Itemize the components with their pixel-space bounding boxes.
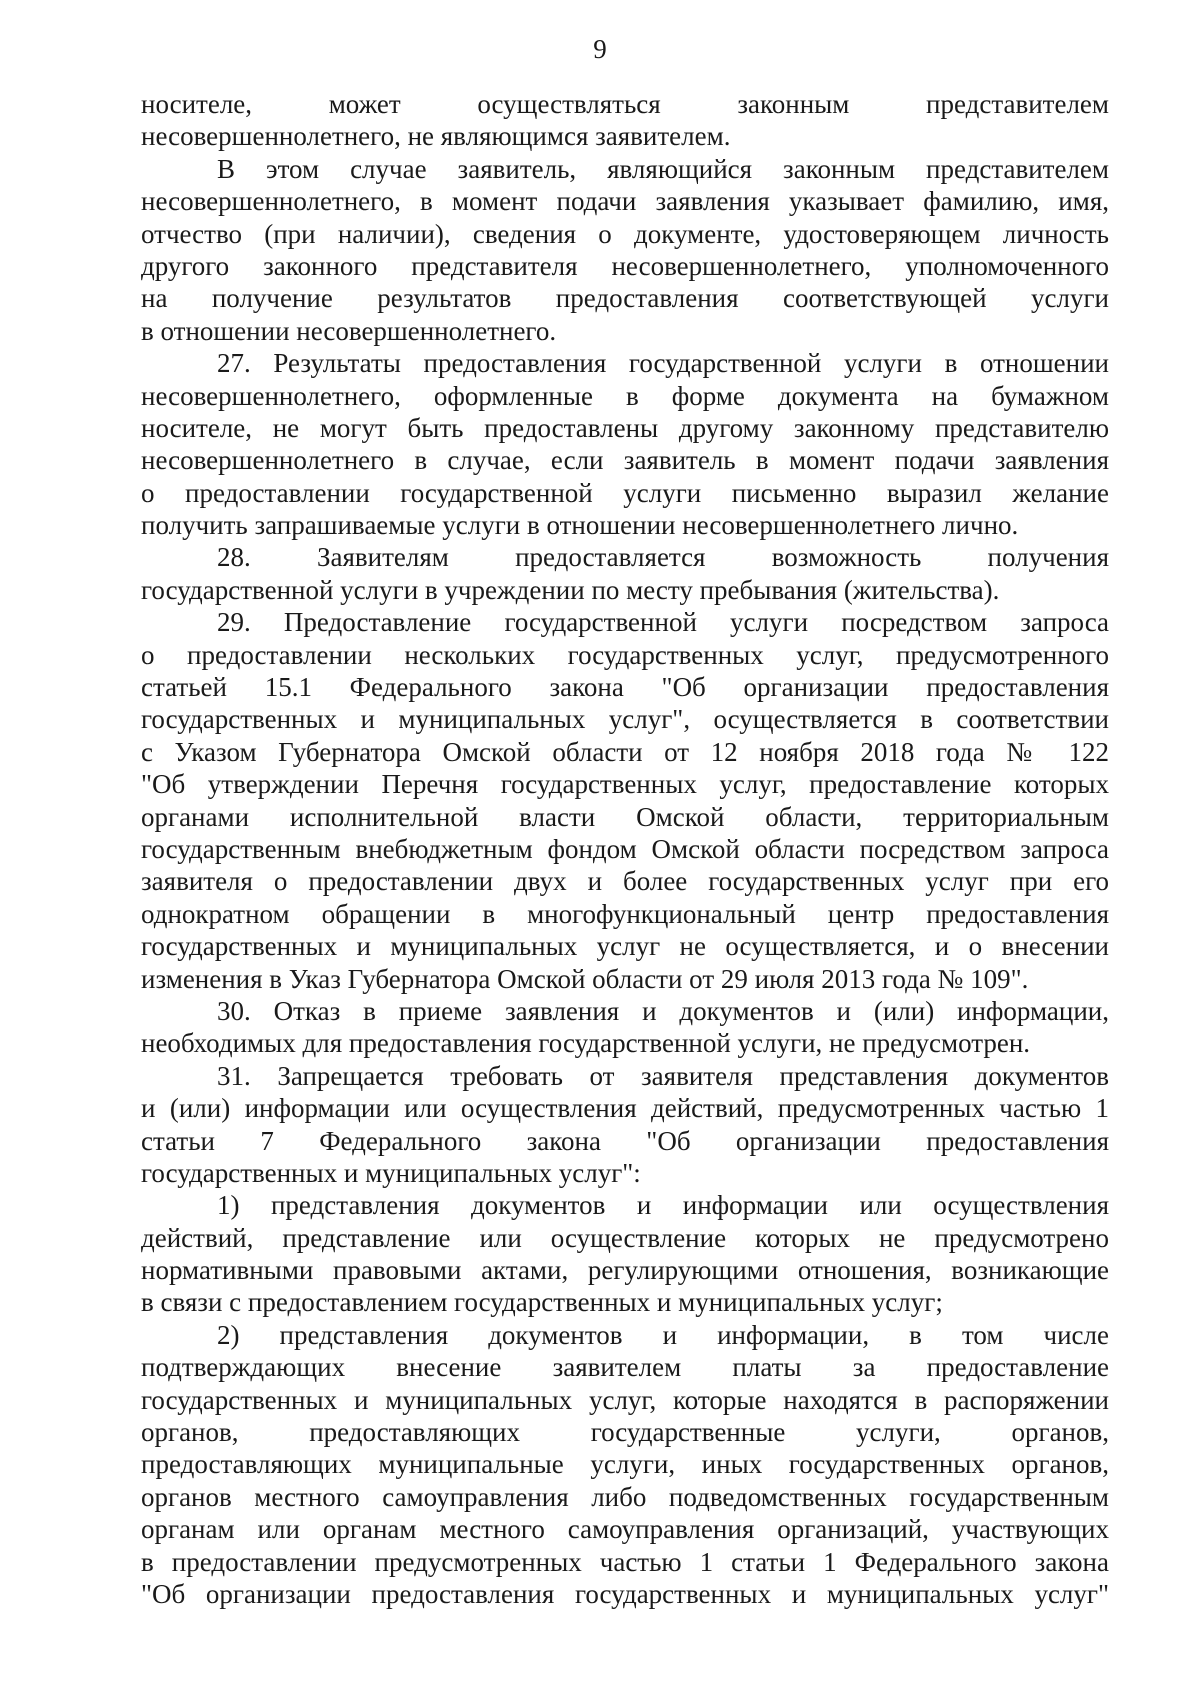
text-line: органов, предоставляющих государственные услуги, органов, <box>141 1417 1109 1448</box>
text-line: государственных и муниципальных услуг не осуществляется, и о внесении <box>141 931 1109 962</box>
text-line: государственных и муниципальных услуг": <box>141 1157 641 1188</box>
paragraph-start-line: 27. Результаты предоставления государственной услуги в отношении <box>217 348 1109 379</box>
text-line: статьи 7 Федерального закона "Об организации предоставления <box>141 1125 1109 1156</box>
text-line: в связи с предоставлением государственных и муниципальных услуг; <box>141 1287 943 1318</box>
text-line: нормативными правовыми актами, регулирующими отношения, возникающие <box>141 1255 1109 1286</box>
text-line: отчество (при наличии), сведения о документе, удостоверяющем личность <box>141 218 1109 249</box>
text-line: в предоставлении предусмотренных частью 1 статьи 1 Федерального закона <box>141 1546 1109 1577</box>
text-line: несовершеннолетнего, в момент подачи заявления указывает фамилию, имя, <box>141 186 1109 217</box>
text-line: несовершеннолетнего в случае, если заявитель в момент подачи заявления <box>141 445 1109 476</box>
text-line: "Об организации предоставления государственных и муниципальных услуг" <box>141 1578 1109 1609</box>
text-line: несовершеннолетнего, оформленные в форме документа на бумажном <box>141 380 1109 411</box>
text-line: в отношении несовершеннолетнего. <box>141 315 557 346</box>
text-line: носителе, не могут быть предоставлены другому законному представителю <box>141 412 1109 443</box>
text-line: государственных и муниципальных услуг", осуществляется в соответствии <box>141 704 1109 735</box>
document-body <box>141 88 1109 1610</box>
text-line: о предоставлении нескольких государственных услуг, предусмотренного <box>141 639 1109 670</box>
text-line: органов местного самоуправления либо подведомственных государственным <box>141 1481 1109 1512</box>
text-line: носителе, может осуществляться законным представителем <box>141 89 1109 119</box>
text-line: статьей 15.1 Федерального закона "Об организации предоставления <box>141 672 1109 703</box>
text-line: на получение результатов предоставления соответствующей услуги <box>141 283 1109 314</box>
text-line: заявителя о предоставлении двух и более государственных услуг при его <box>141 866 1109 897</box>
text-line: другого законного представителя несовершеннолетнего, уполномоченного <box>141 250 1109 281</box>
text-line: необходимых для предоставления государственной услуги, не предусмотрен. <box>141 1028 1031 1059</box>
text-line: подтверждающих внесение заявителем платы за предоставление <box>141 1352 1109 1383</box>
text-line: государственных и муниципальных услуг, которые находятся в распоряжении <box>141 1384 1109 1415</box>
text-line: с Указом Губернатора Омской области от 12 ноября 2018 года № 122 <box>141 736 1109 767</box>
paragraph-start-line: В этом случае заявитель, являющийся законным представителем <box>217 153 1109 184</box>
text-line: и (или) информации или осуществления действий, предусмотренных частью 1 <box>141 1093 1109 1124</box>
text-line: получить запрашиваемые услуги в отношении несовершеннолетнего лично. <box>141 510 1019 541</box>
text-line: изменения в Указ Губернатора Омской области от 29 июля 2013 года № 109". <box>141 963 1029 994</box>
text-line: государственной услуги в учреждении по месту пребывания (жительства). <box>141 574 1000 605</box>
text-line: о предоставлении государственной услуги письменно выразил желание <box>141 477 1109 508</box>
paragraph-start-line: 29. Предоставление государственной услуги посредством запроса <box>217 607 1109 638</box>
paragraph-start-line: 31. Запрещается требовать от заявителя представления документов <box>217 1060 1109 1091</box>
text-line: "Об утверждении Перечня государственных услуг, предоставление которых <box>141 769 1109 800</box>
text-line: однократном обращении в многофункциональный центр предоставления <box>141 898 1109 929</box>
text-line: предоставляющих муниципальные услуги, иных государственных органов, <box>141 1449 1109 1480</box>
text-line: органами исполнительной власти Омской области, территориальным <box>141 801 1109 832</box>
list-item-start-line: 2) представления документов и информации, в том числе <box>217 1319 1109 1350</box>
list-item-start-line: 1) представления документов и информации или осуществления <box>217 1190 1109 1221</box>
page-number: 9 <box>593 34 607 64</box>
text-line: государственным внебюджетным фондом Омской области посредством запроса <box>141 833 1109 864</box>
text-line: органам или органам местного самоуправления организаций, участвующих <box>141 1514 1109 1545</box>
text-line: несовершеннолетнего, не являющимся заявителем. <box>141 121 731 152</box>
paragraph-start-line: 28. Заявителям предоставляется возможность получения <box>217 542 1109 573</box>
text-line: действий, представление или осуществление которых не предусмотрено <box>141 1222 1109 1253</box>
paragraph-start-line: 30. Отказ в приеме заявления и документов и (или) информации, <box>217 995 1109 1026</box>
